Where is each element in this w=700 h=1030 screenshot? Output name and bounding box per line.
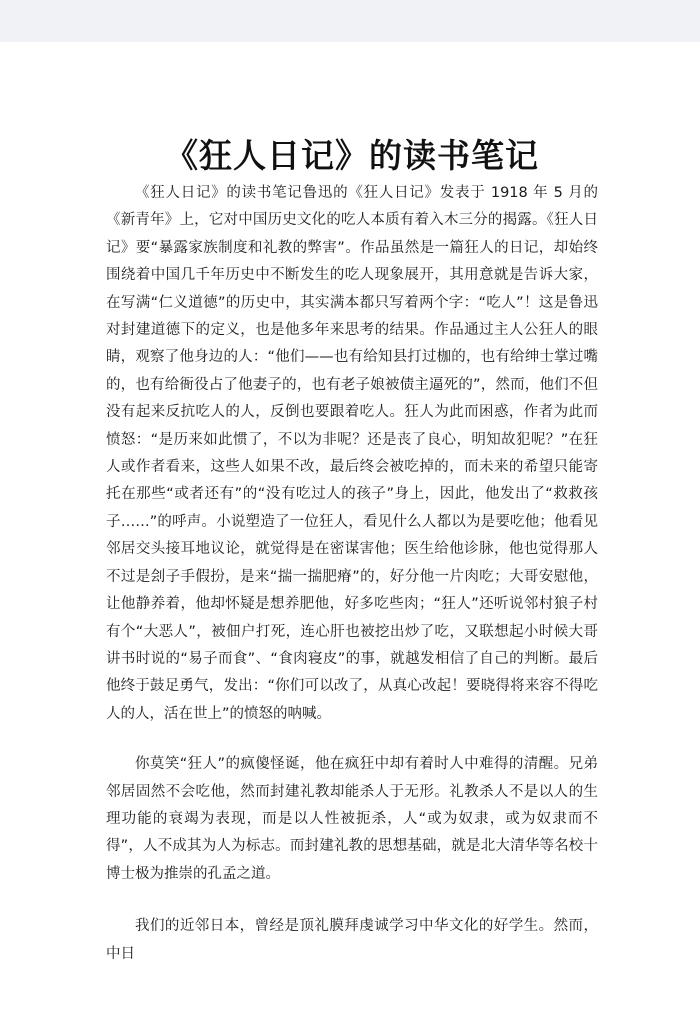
paragraph-2: 你莫笑“狂人”的疯傻怪诞，他在疯狂中却有着时人中难得的清醒。兄弟邻居固然不会吃他，然而封建礼教却能杀人于无形。礼教杀人不是以人的生理功能的衰竭为表现，而是以人性被扼杀，人“或为奴隶，或为奴隶而不得”，人不成其为人为标志。而封建礼教的思想基础，就是北大清华等名校十博士极为推崇的孔孟之道。 (106, 756, 598, 882)
document-page (106, 42, 598, 968)
paragraph-1: 《狂人日记》的读书笔记鲁迅的《狂人日记》发表于 1918 年 5 月的《新青年》上，它对中国历史文化的吃人本质有着入木三分的揭露。《狂人日记》要“暴露家族制度和礼教的弊害”。作品虽然是一篇狂人的日记，却始终围绕着中国几千年历史中不断发生的吃人现象展开，其用意就是告诉大家，在写满“仁义道德”的历史中，其实满本都只写着两个字：“吃人”！这是鲁迅对封建道德下的定义，也是他多年来思考的结果。作品通过主人公狂人的眼睛，观察了他身边的人：“他们——也有给知县打过枷的，也有给绅士掌过嘴的，也有给衙役占了他妻子的，也有老子娘被债主逼死的”，然而，他们不但没有起来反抗吃人的人，反倒也要跟着吃人。狂人为此而困惑，作者为此而愤怒：“是历来如此惯了，不以为非呢？还是丧了良心，明知故犯呢？”在狂人或作者看来，这些人如果不改，最后终会被吃掉的，而未来的希望只能寄托在那些“或者还有”的“没有吃过人的孩子”身上，因此，他发出了“救救孩子……”的呼声。小说塑造了一位狂人，看见什么人都以为是要吃他；他看见邻居交头接耳地议论，就觉得是在密谋害他；医生给他诊脉，他也觉得那人不过是刽子手假扮，是来“揣一揣肥瘠”的，好分他一片肉吃；大哥安慰他，让他静养着，他却怀疑是想养肥他，好多吃些肉；“狂人”还听说邻村狼子村有个“大恶人”，被佃户打死，连心肝也被挖出炒了吃，又联想起小时候大哥讲书时说的“易子而食”、“食肉寝皮”的事，就越发相信了自己的判断。最后他终于鼓足勇气，发出：“你们可以改了，从真心改起！要晓得将来容不得吃人的人，活在世上”的愤怒的呐喊。 (106, 185, 598, 722)
paragraph-3: 我们的近邻日本，曾经是顶礼膜拜虔诚学习中华文化的好学生。然而，中日 (106, 918, 598, 962)
document-title: 《狂人日记》的读书笔记 (165, 136, 539, 175)
top-bar (0, 0, 700, 42)
